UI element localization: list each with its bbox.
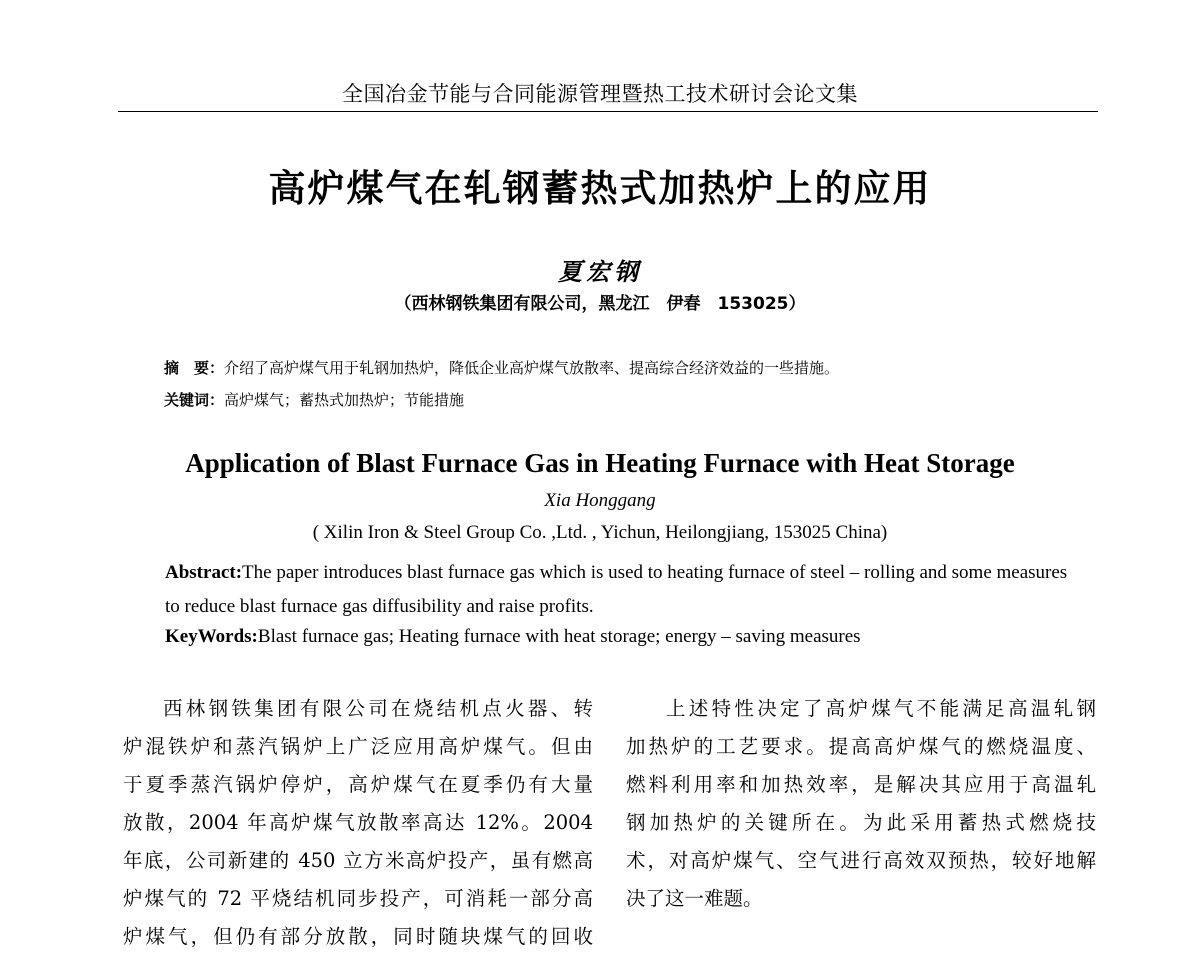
body-line: 于夏季蒸汽锅炉停炉，高炉煤气在夏季仍有大量 [123,773,593,796]
chinese-abstract-text: 介绍了高炉煤气用于轧钢加热炉，降低企业高炉煤气放散率、提高综合经济效益的一些措施。 [224,359,840,377]
english-abstract-text: The paper introduces blast furnace gas which is used to heating furnace of steel – rolling and some measures to reduce blast furnace gas diffusibility and raise profits. [165,562,1068,617]
english-keywords-text: Blast furnace gas; Heating furnace with heat storage; energy – saving measures [257,626,861,647]
body-line: 上述特性决定了高炉煤气不能满足高温轧钢 [666,697,1096,720]
chinese-abstract-label: 摘 要： [164,359,225,377]
chinese-affiliation: （西林钢铁集团有限公司，黑龙江 伊春 153025） [394,294,806,314]
english-affiliation: ( Xilin Iron & Steel Group Co. ,Ltd. , Yichun, Heilongjiang, 153025 China) [312,522,888,543]
body-right-column [626,690,1096,918]
body-line: 加热炉的工艺要求。提高高炉煤气的燃烧温度、 [626,735,1096,758]
body-line: 放散，2004 年高炉煤气放散率高达 12%。2004 [123,811,593,834]
chinese-keywords [164,389,464,410]
header-rule [118,111,1098,112]
body-line: 术，对高炉煤气、空气进行高效双预热，较好地解 [626,849,1096,872]
body-line: 钢加热炉的关键所在。为此采用蓄热式燃烧技 [626,811,1096,834]
body-line: 年底，公司新建的 450 立方米高炉投产，虽有燃高 [123,849,593,872]
chinese-keywords-text: 高炉煤气；蓄热式加热炉；节能措施 [224,391,465,409]
chinese-author: 夏宏钢 [558,257,642,286]
body-line: 燃料利用率和加热效率，是解决其应用于高温轧 [626,773,1096,796]
english-keywords-label: KeyWords: [165,626,258,647]
english-abstract [165,556,1070,624]
body-line: 炉煤气的 72 平烧结机同步投产，可消耗一部分高 [123,887,593,910]
body-left-column [123,690,593,956]
english-title: Application of Blast Furnace Gas in Heating Furnace with Heat Storage [185,448,1015,478]
english-abstract-label: Abstract: [165,562,243,583]
body-line: 西林钢铁集团有限公司在烧结机点火器、转 [163,697,593,720]
chinese-title: 高炉煤气在轧钢蓄热式加热炉上的应用 [268,167,932,210]
body-line: 决了这一难题。 [626,887,763,910]
chinese-abstract [164,357,839,378]
english-author: Xia Honggang [544,490,656,511]
running-header: 全国冶金节能与合同能源管理暨热工技术研讨会论文集 [342,82,858,106]
chinese-keywords-label: 关键词： [164,391,225,409]
body-line: 炉煤气，但仍有部分放散，同时随块煤气的回收 [123,925,593,948]
body-line: 炉混铁炉和蒸汽锅炉上广泛应用高炉煤气。但由 [123,735,593,758]
english-keywords [165,624,1070,650]
